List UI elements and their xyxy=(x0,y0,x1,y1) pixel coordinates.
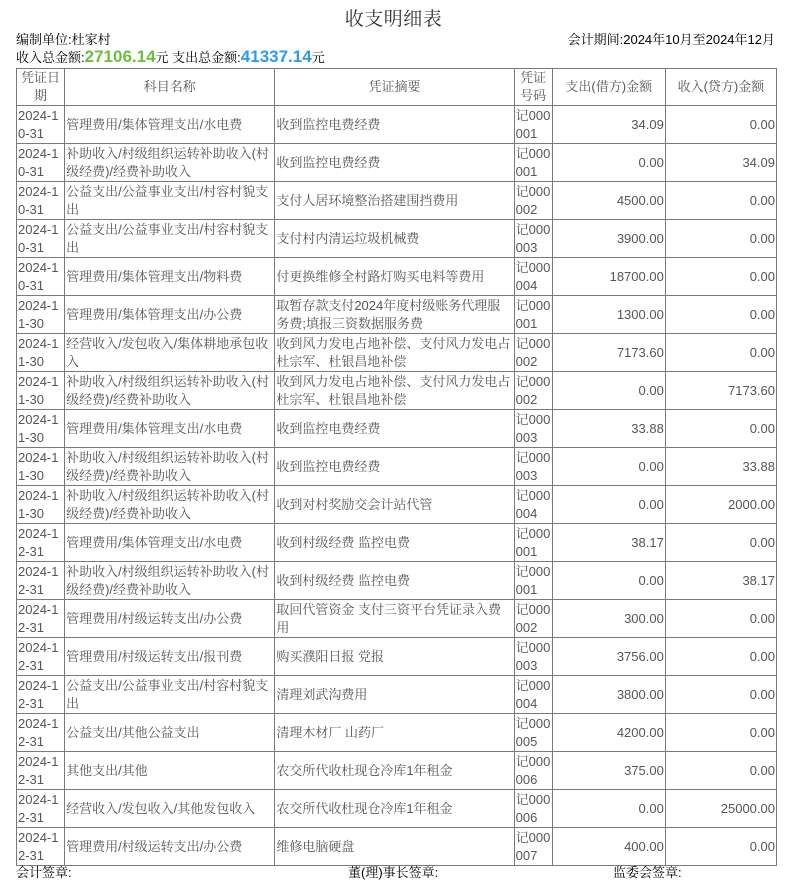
subject-cell: 管理费用/村级运转支出/办公费 xyxy=(65,828,275,866)
credit-amount-cell: 0.00 xyxy=(665,600,776,638)
subject-cell: 管理费用/集体管理支出/办公费 xyxy=(65,296,275,334)
subject-cell: 公益支出/公益事业支出/村容村貌支出 xyxy=(65,676,275,714)
income-total-value: 27106.14 xyxy=(84,47,156,66)
voucher-number-cell: 记000004 xyxy=(514,258,552,296)
debit-amount-cell: 375.00 xyxy=(552,752,665,790)
date-cell: 2024-12-31 xyxy=(17,714,65,752)
debit-amount-cell: 300.00 xyxy=(552,600,665,638)
voucher-number-cell: 记000004 xyxy=(514,676,552,714)
summary-cell: 取回代管资金 支付三资平台凭证录入费用 xyxy=(275,600,514,638)
voucher-number-cell: 记000001 xyxy=(514,524,552,562)
summary-cell: 清理刘武沟费用 xyxy=(275,676,514,714)
income-total-unit: 元 xyxy=(155,50,169,65)
column-header-voucher: 凭证号码 xyxy=(514,69,552,106)
summary-cell: 收到风力发电占地补偿、支付风力发电占杜宗军、杜银昌地补偿 xyxy=(275,372,514,410)
credit-amount-cell: 0.00 xyxy=(665,524,776,562)
column-header-date: 凭证日期 xyxy=(17,69,65,106)
subject-cell: 补助收入/村级组织运转补助收入(村级经费)/经费补助收入 xyxy=(65,372,275,410)
column-header-subject: 科目名称 xyxy=(65,69,275,106)
credit-amount-cell: 0.00 xyxy=(665,410,776,448)
date-cell: 2024-12-31 xyxy=(17,600,65,638)
table-header-row xyxy=(17,69,777,106)
table-row xyxy=(17,714,777,752)
table-row xyxy=(17,524,777,562)
date-cell: 2024-11-30 xyxy=(17,296,65,334)
debit-amount-cell: 0.00 xyxy=(552,486,665,524)
credit-amount-cell: 0.00 xyxy=(665,182,776,220)
summary-cell: 农交所代收杜现仓冷库1年租金 xyxy=(275,752,514,790)
date-cell: 2024-12-31 xyxy=(17,638,65,676)
compiling-unit: 编制单位:杜家村 xyxy=(16,32,111,47)
credit-amount-cell: 0.00 xyxy=(665,676,776,714)
summary-cell: 取暂存款支付2024年度村级账务代理服务费;填报三资数据服务费 xyxy=(275,296,514,334)
date-cell: 2024-10-31 xyxy=(17,258,65,296)
voucher-number-cell: 记000002 xyxy=(514,182,552,220)
table-row xyxy=(17,410,777,448)
subject-cell: 其他支出/其他 xyxy=(65,752,275,790)
voucher-number-cell: 记000004 xyxy=(514,486,552,524)
date-cell: 2024-11-30 xyxy=(17,410,65,448)
debit-amount-cell: 7173.60 xyxy=(552,334,665,372)
debit-amount-cell: 0.00 xyxy=(552,562,665,600)
debit-amount-cell: 34.09 xyxy=(552,106,665,144)
debit-amount-cell: 33.88 xyxy=(552,410,665,448)
summary-cell: 维修电脑硬盘 xyxy=(275,828,514,866)
voucher-number-cell: 记000003 xyxy=(514,448,552,486)
debit-amount-cell: 18700.00 xyxy=(552,258,665,296)
date-cell: 2024-12-31 xyxy=(17,676,65,714)
subject-cell: 补助收入/村级组织运转补助收入(村级经费)/经费补助收入 xyxy=(65,486,275,524)
table-row xyxy=(17,638,777,676)
expense-total-label: 支出总金额: xyxy=(168,50,241,65)
date-cell: 2024-10-31 xyxy=(17,220,65,258)
table-row xyxy=(17,258,777,296)
chairman-signature-label: 董(理)事长签章: xyxy=(348,865,439,880)
voucher-number-cell: 记000001 xyxy=(514,296,552,334)
subject-cell: 经营收入/发包收入/其他发包收入 xyxy=(65,790,275,828)
credit-amount-cell: 2000.00 xyxy=(665,486,776,524)
voucher-number-cell: 记000005 xyxy=(514,714,552,752)
subject-cell: 公益支出/公益事业支出/村容村貌支出 xyxy=(65,220,275,258)
subject-cell: 经营收入/发包收入/集体耕地承包收入 xyxy=(65,334,275,372)
subject-cell: 管理费用/集体管理支出/物料费 xyxy=(65,258,275,296)
credit-amount-cell: 0.00 xyxy=(665,296,776,334)
subject-cell: 管理费用/村级运转支出/报刊费 xyxy=(65,638,275,676)
date-cell: 2024-11-30 xyxy=(17,334,65,372)
debit-amount-cell: 400.00 xyxy=(552,828,665,866)
debit-amount-cell: 0.00 xyxy=(552,448,665,486)
column-header-debit: 支出(借方)金额 xyxy=(552,69,665,106)
date-cell: 2024-12-31 xyxy=(17,524,65,562)
expense-total-unit: 元 xyxy=(311,50,325,65)
credit-amount-cell: 0.00 xyxy=(665,334,776,372)
debit-amount-cell: 0.00 xyxy=(552,372,665,410)
date-cell: 2024-12-31 xyxy=(17,752,65,790)
summary-cell: 收到村级经费 监控电费 xyxy=(275,524,514,562)
table-row xyxy=(17,486,777,524)
subject-cell: 公益支出/其他公益支出 xyxy=(65,714,275,752)
table-row xyxy=(17,372,777,410)
voucher-number-cell: 记000002 xyxy=(514,600,552,638)
debit-amount-cell: 4500.00 xyxy=(552,182,665,220)
summary-cell: 收到对村奖励交会计站代管 xyxy=(275,486,514,524)
credit-amount-cell: 34.09 xyxy=(665,144,776,182)
debit-amount-cell: 3900.00 xyxy=(552,220,665,258)
date-cell: 2024-10-31 xyxy=(17,144,65,182)
accounting-period: 会计期间:2024年10月至2024年12月 xyxy=(567,32,775,47)
summary-cell: 收到监控电费经费 xyxy=(275,144,514,182)
summary-cell: 收到风力发电占地补偿、支付风力发电占杜宗军、杜银昌地补偿 xyxy=(275,334,514,372)
ledger-body xyxy=(17,106,777,866)
summary-cell: 购买濮阳日报 党报 xyxy=(275,638,514,676)
subject-cell: 公益支出/公益事业支出/村容村貌支出 xyxy=(65,182,275,220)
credit-amount-cell: 0.00 xyxy=(665,714,776,752)
income-total-label: 收入总金额: xyxy=(16,50,85,65)
voucher-number-cell: 记000003 xyxy=(514,410,552,448)
credit-amount-cell: 0.00 xyxy=(665,828,776,866)
debit-amount-cell: 1300.00 xyxy=(552,296,665,334)
summary-cell: 收到监控电费经费 xyxy=(275,448,514,486)
column-header-summary: 凭证摘要 xyxy=(275,69,514,106)
date-cell: 2024-10-31 xyxy=(17,106,65,144)
table-row xyxy=(17,676,777,714)
date-cell: 2024-12-31 xyxy=(17,790,65,828)
supervisor-signature-label: 监委会签章: xyxy=(613,865,682,880)
debit-amount-cell: 0.00 xyxy=(552,790,665,828)
summary-cell: 收到村级经费 监控电费 xyxy=(275,562,514,600)
subject-cell: 管理费用/集体管理支出/水电费 xyxy=(65,106,275,144)
table-row xyxy=(17,182,777,220)
summary-cell: 收到监控电费经费 xyxy=(275,410,514,448)
subject-cell: 补助收入/村级组织运转补助收入(村级经费)/经费补助收入 xyxy=(65,562,275,600)
subject-cell: 补助收入/村级组织运转补助收入(村级经费)/经费补助收入 xyxy=(65,448,275,486)
subject-cell: 补助收入/村级组织运转补助收入(村级经费)/经费补助收入 xyxy=(65,144,275,182)
table-row xyxy=(17,600,777,638)
date-cell: 2024-12-31 xyxy=(17,562,65,600)
summary-cell: 支付人居环境整治搭建围挡费用 xyxy=(275,182,514,220)
expense-total-value: 41337.14 xyxy=(240,47,312,66)
credit-amount-cell: 38.17 xyxy=(665,562,776,600)
table-row xyxy=(17,790,777,828)
table-row xyxy=(17,296,777,334)
table-row xyxy=(17,334,777,372)
subject-cell: 管理费用/集体管理支出/水电费 xyxy=(65,524,275,562)
summary-cell: 支付村内清运垃圾机械费 xyxy=(275,220,514,258)
ledger-table xyxy=(16,68,777,866)
summary-cell: 农交所代收杜现仓冷库1年租金 xyxy=(275,790,514,828)
voucher-number-cell: 记000001 xyxy=(514,144,552,182)
voucher-number-cell: 记000001 xyxy=(514,106,552,144)
voucher-number-cell: 记000002 xyxy=(514,372,552,410)
credit-amount-cell: 0.00 xyxy=(665,752,776,790)
summary-cell: 收到监控电费经费 xyxy=(275,106,514,144)
voucher-number-cell: 记000002 xyxy=(514,334,552,372)
date-cell: 2024-12-31 xyxy=(17,828,65,866)
credit-amount-cell: 0.00 xyxy=(665,258,776,296)
table-row xyxy=(17,828,777,866)
page-title: 收支明细表 xyxy=(344,9,443,30)
debit-amount-cell: 38.17 xyxy=(552,524,665,562)
date-cell: 2024-11-30 xyxy=(17,372,65,410)
accountant-signature-label: 会计签章: xyxy=(16,865,72,880)
summary-cell: 付更换维修全村路灯购买电料等费用 xyxy=(275,258,514,296)
date-cell: 2024-10-31 xyxy=(17,182,65,220)
credit-amount-cell: 25000.00 xyxy=(665,790,776,828)
voucher-number-cell: 记000007 xyxy=(514,828,552,866)
debit-amount-cell: 4200.00 xyxy=(552,714,665,752)
credit-amount-cell: 7173.60 xyxy=(665,372,776,410)
table-row xyxy=(17,448,777,486)
voucher-number-cell: 记000003 xyxy=(514,638,552,676)
credit-amount-cell: 33.88 xyxy=(665,448,776,486)
debit-amount-cell: 0.00 xyxy=(552,144,665,182)
voucher-number-cell: 记000003 xyxy=(514,220,552,258)
debit-amount-cell: 3800.00 xyxy=(552,676,665,714)
credit-amount-cell: 0.00 xyxy=(665,638,776,676)
table-row xyxy=(17,562,777,600)
voucher-number-cell: 记000001 xyxy=(514,562,552,600)
credit-amount-cell: 0.00 xyxy=(665,220,776,258)
totals-summary xyxy=(16,47,325,67)
voucher-number-cell: 记000006 xyxy=(514,790,552,828)
table-row xyxy=(17,752,777,790)
table-row xyxy=(17,220,777,258)
column-header-credit: 收入(贷方)金额 xyxy=(665,69,776,106)
subject-cell: 管理费用/集体管理支出/水电费 xyxy=(65,410,275,448)
subject-cell: 管理费用/村级运转支出/办公费 xyxy=(65,600,275,638)
debit-amount-cell: 3756.00 xyxy=(552,638,665,676)
voucher-number-cell: 记000006 xyxy=(514,752,552,790)
date-cell: 2024-11-30 xyxy=(17,448,65,486)
summary-cell: 清理木材厂 山药厂 xyxy=(275,714,514,752)
table-row xyxy=(17,144,777,182)
credit-amount-cell: 0.00 xyxy=(665,106,776,144)
table-row xyxy=(17,106,777,144)
date-cell: 2024-11-30 xyxy=(17,486,65,524)
